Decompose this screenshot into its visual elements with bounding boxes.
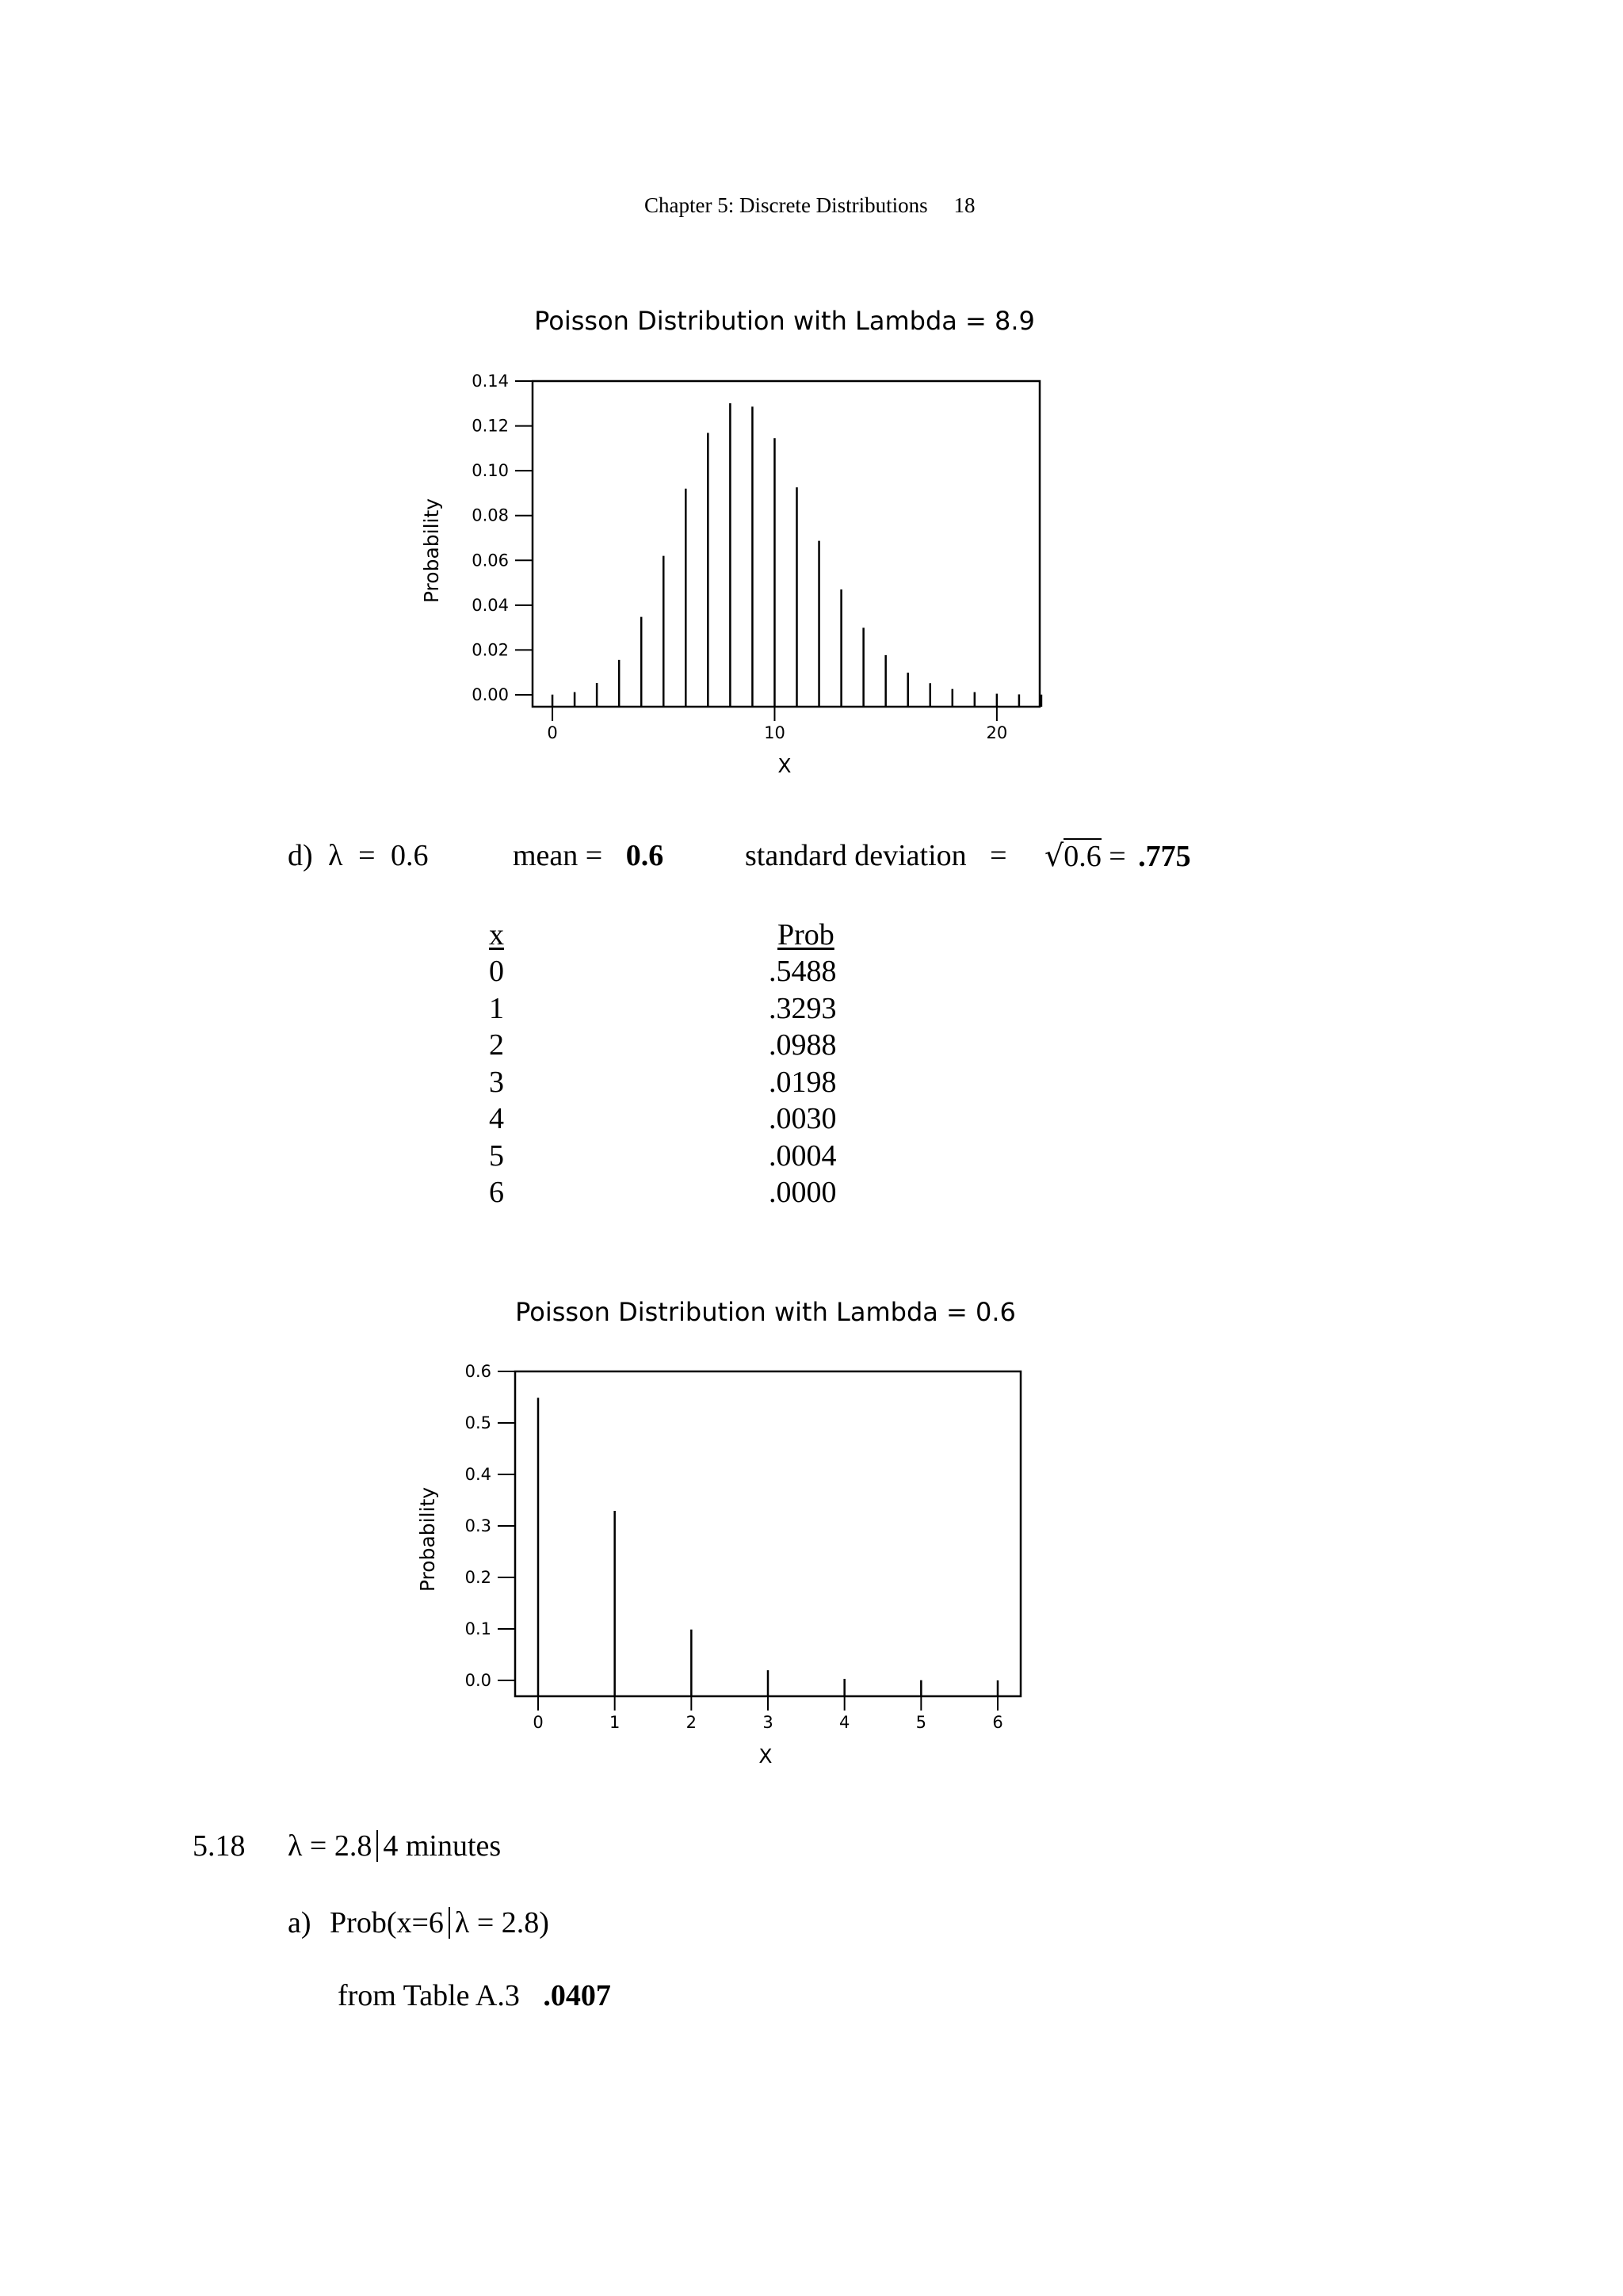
part-a-label: a) — [288, 1906, 311, 1939]
lambda-value: 0.6 — [391, 839, 429, 872]
x-tick-label: 4 — [838, 1713, 850, 1732]
problem-lambda: λ = 2.8 — [288, 1829, 372, 1863]
sd-value: .775 — [1138, 840, 1191, 873]
problem-number: 5.18 — [193, 1829, 246, 1863]
x-tick-label: 1 — [609, 1713, 621, 1732]
sd-label: standard deviation — [745, 839, 967, 872]
y-axis-label: Probability — [416, 1486, 439, 1592]
x-tick-label: 6 — [992, 1713, 1003, 1732]
table-cell-x: 4 — [489, 1102, 504, 1135]
table-cell-prob: .0198 — [769, 1065, 837, 1099]
mean-label: mean = — [513, 839, 603, 872]
y-tick-label: 0.2 — [464, 1568, 491, 1587]
sd-equals: = — [990, 839, 1007, 872]
lambda-symbol: λ — [328, 839, 343, 872]
x-tick-label: 2 — [685, 1713, 697, 1732]
table-cell-prob: .5488 — [769, 955, 837, 988]
x-tick-label: 5 — [915, 1713, 927, 1732]
y-tick-label: 0.10 — [472, 461, 509, 481]
table-cell-prob: .3293 — [769, 991, 837, 1025]
table-cell-prob: .0030 — [769, 1102, 837, 1135]
y-tick-label: 0.6 — [464, 1362, 491, 1381]
conditional-bar — [376, 1830, 378, 1862]
table-header-prob: Prob — [777, 918, 834, 952]
y-tick-label: 0.14 — [472, 372, 509, 391]
table-cell-prob: .0988 — [769, 1028, 837, 1062]
problem-per: 4 minutes — [383, 1829, 502, 1863]
table-cell-x: 0 — [489, 955, 504, 988]
sqrt-argument: 0.6 — [1064, 840, 1102, 873]
chart-title: Poisson Distribution with Lambda = 0.6 — [515, 1297, 1016, 1327]
part-a-answer: .0407 — [543, 1979, 611, 2012]
y-tick-label: 0.1 — [464, 1619, 491, 1638]
y-tick-label: 0.0 — [464, 1671, 491, 1690]
chapter-title: Chapter 5: Discrete Distributions — [644, 193, 928, 217]
y-tick-label: 0.00 — [472, 685, 509, 704]
y-tick-label: 0.3 — [464, 1516, 491, 1535]
page-number: 18 — [953, 193, 976, 217]
table-cell-x: 2 — [489, 1028, 504, 1062]
table-cell-prob: .0000 — [769, 1176, 837, 1209]
problem-lambda-line — [288, 1829, 501, 1863]
part-a-answer-line — [338, 1978, 611, 2013]
conditional-bar — [449, 1907, 450, 1939]
table-cell-x: 6 — [489, 1176, 504, 1209]
x-tick-label: 0 — [547, 723, 558, 742]
table-cell-x: 1 — [489, 991, 504, 1025]
part-a-line — [288, 1905, 549, 1940]
source-text: from Table A.3 — [338, 1979, 520, 2012]
x-tick-label: 10 — [764, 723, 785, 742]
x-tick-label: 3 — [762, 1713, 773, 1732]
plot-frame — [515, 1371, 1021, 1696]
x-axis-label: X — [777, 754, 792, 777]
part-a-expr-1: Prob(x=6 — [330, 1906, 444, 1939]
chart-title: Poisson Distribution with Lambda = 8.9 — [534, 306, 1035, 336]
sd-equals-2: = — [1109, 840, 1126, 873]
table-cell-x: 3 — [489, 1065, 504, 1099]
table-header-x: x — [489, 918, 504, 952]
sqrt-symbol: √ — [1044, 838, 1064, 873]
x-tick-label: 20 — [986, 723, 1008, 742]
y-axis-label: Probability — [420, 498, 443, 604]
x-axis-label: X — [758, 1745, 773, 1768]
part-d-label: d) — [288, 839, 313, 872]
table-cell-x: 5 — [489, 1138, 504, 1173]
y-tick-label: 0.04 — [472, 595, 509, 615]
y-tick-label: 0.5 — [464, 1413, 491, 1432]
equals-sign: = — [358, 839, 376, 872]
part-a-expr-2: λ = 2.8) — [454, 1906, 549, 1939]
table-cell-prob: .0004 — [769, 1138, 837, 1173]
y-tick-label: 0.08 — [472, 505, 509, 525]
mean-value: 0.6 — [625, 839, 664, 872]
y-tick-label: 0.06 — [472, 551, 509, 570]
y-tick-label: 0.12 — [472, 416, 509, 436]
y-tick-label: 0.4 — [464, 1465, 491, 1484]
y-tick-label: 0.02 — [472, 640, 509, 660]
x-tick-label: 0 — [533, 1713, 544, 1732]
